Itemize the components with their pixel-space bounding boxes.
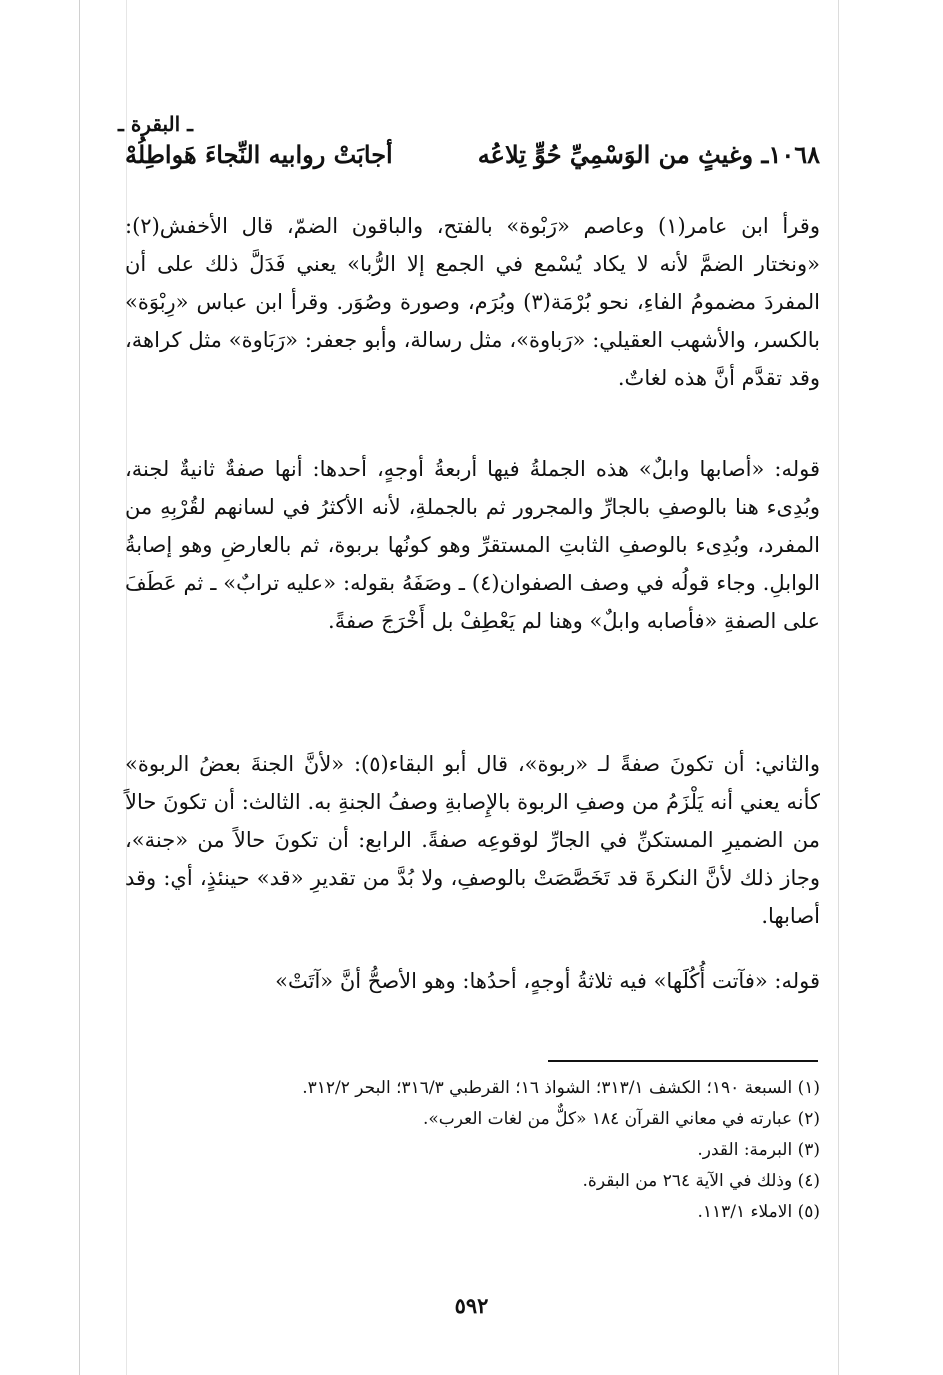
page-number: ٥٩٢ [454,1293,489,1318]
running-head: ـ البقرة ـ [118,112,193,136]
footnote-3: (٣) البرمة: القدر. [697,1140,820,1160]
paragraph-continuation: قوله: «فآتت أُكُلَها» فيه ثلاثةُ أوجهٍ، أحدُها: وهو الأصحُّ أنَّ «آتَتْ» [275,969,820,993]
poetry-verse [125,140,820,190]
verse-first-hemistich: ١٠٦٨ـ وغيثٍ من الوَسْمِيِّ حُوٍّ تِلاعُه [477,140,820,169]
scan-line-left [79,0,80,1375]
footnote-1: (١) السبعة ١٩٠؛ الكشف ٣١٣/١؛ الشواذ ١٦؛ القرطبي ٣١٦/٣؛ البحر ٣١٢/٢. [302,1078,820,1098]
footnote-4: (٤) وذلك في الآية ٢٦٤ من البقرة. [582,1171,820,1191]
paragraph-other-aspects: والثاني: أن تكونَ صفةً لـ «ربوة»، قال أبو البقاء(٥): «لأنَّ الجنةَ بعضُ الربوة» كأنه يعني أنه يَلْزَمُ من وصفِ الربوة بالإِصابةِ وصفُ الجنةِ به. الثالث: أن تكونَ حالاً من الضميرِ المستكنِّ في الجارِّ لوقوعِه صفةً. الرابع: أن تكونَ حالاً من «جنة»، وجاز ذلك لأنَّ النكرةَ قد تَخَصَّصَتْ بالوصفِ، ولا بُدَّ من تقديرِ «قد» حينئذٍ، أي: وقد أصابها. [125,752,820,928]
footnote-separator [548,1060,818,1062]
paragraph-first-aspect: قوله: «أصابها وابلٌ» هذه الجملةُ فيها أربعةُ أوجهٍ، أحدها: أنها صفةٌ ثانيةٌ لجنة، وبُدِىء هنا بالوصفِ بالجارِّ والمجرور ثم بالجملةِ، لأنه الأكثرُ في لسانهم لقُرْبِهِ من المفرد، وبُدِىء بالوصفِ الثابتِ المستقرِّ وهو كونُها بربوة، ثم بالعارضِ وهو إصابةُ الوابلِ. وجاء قولُه في وصف الصفوان(٤) ـ وصَفَهُ بقوله: «عليه ترابٌ» ـ ثم عَطَفَ على الصفةِ «فأصابه وابلٌ» وهنا لم يَعْطِفْ بل أَخْرَجَ صفةً. [125,457,820,633]
scan-line-right [838,0,839,1375]
footnote-5: (٥) الاملاء ١١٣/١. [697,1202,820,1222]
paragraph-readings: وقرأ ابن عامر(١) وعاصم «رَبْوة» بالفتح، والباقون الضمّ، قال الأخفش(٢): «ونختار الضمَّ لأنه لا يكاد يُسْمع في الجمع إلا الرُّبا» يعني فَدَلَّ ذلك على أن المفردَ مضمومُ الفاءِ، نحو بُرْمَة(٣) وبُرَم، وصورة وصُوَر. وقرأ ابن عباس «رِبْوَة» بالكسر، والأشهب العقيلي: «رَباوة»، مثل رسالة، وأبو جعفر: «رَبَاوة» مثل كراهة، وقد تقدَّم أنَّ هذه لغاتٌ. [125,214,821,390]
footnotes-list [125,1073,820,1228]
verse-second-hemistich: أجابَتْ روابيه النِّجاءَ هَواطِلُهْ [125,140,393,169]
footnote-2: (٢) عبارته في معاني القرآن ١٨٤ «كلٌّ من لغات العرب». [422,1109,820,1129]
